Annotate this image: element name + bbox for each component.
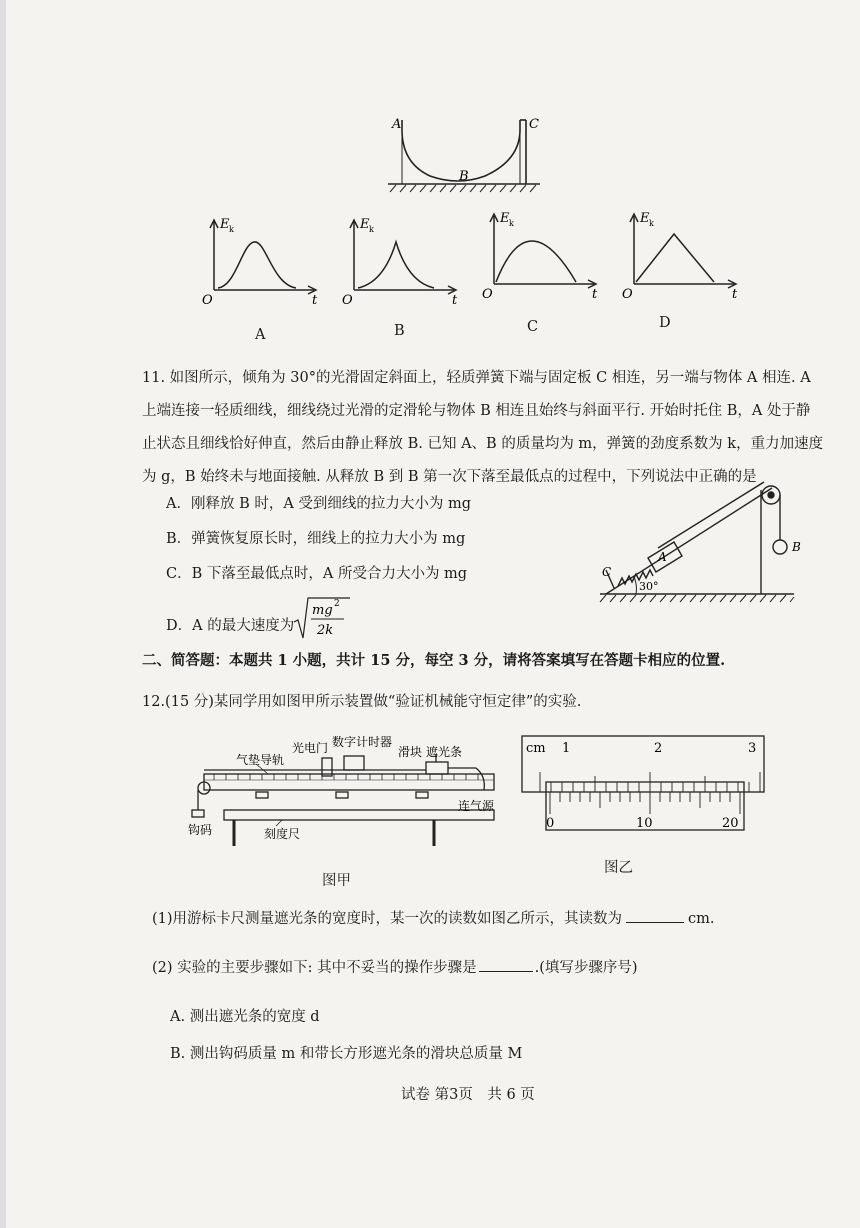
graph-b-xlabel: t [452,293,458,307]
track-label-a: A [392,117,402,132]
graph-c-ylabel: E [500,211,510,226]
q12-sub1-text: (1)用游标卡尺测量遮光条的宽度时，某一次的读数如图乙所示，其读数为 [152,911,623,927]
incline-angle-label: 30° [639,580,659,593]
label-ruler: 刻度尺 [264,827,301,841]
q10-graph-a [196,212,326,307]
label-slider: 滑块 [398,745,423,759]
q10-track-figure [380,108,550,198]
graph-b-ysub: k [369,225,374,234]
label-photogate: 光电门 [292,741,329,755]
fig-yi-caption: 图乙 [604,860,633,876]
q10-graph-b [336,212,466,307]
choice-label-b: B [394,323,405,339]
q11-stem-line: 为 g，B 始终未与地面接触. 从释放 B 到 B 第一次下落至最低点的过程中，下列说法中正确的是 [142,469,757,485]
q12-sub2-text: (2) 实验的主要步骤如下: 其中不妥当的操作步骤是 [152,960,477,976]
track-label-c: C [529,117,539,132]
q12-sub1-answer-blank[interactable] [626,908,684,923]
incline-label-c: C [602,565,612,579]
q11-option-d-formula [292,594,352,642]
q12-step-b: B. 测出钩码质量 m 和带长方形遮光条的滑块总质量 M [170,1046,523,1062]
section-2-heading: 二、简答题：本题共 1 小题，共计 15 分，每空 3 分，请将答案填写在答题卡相应的位置. [142,652,726,669]
q12-sub2-hint: .(填写步骤序号) [534,960,638,976]
label-digital-timer: 数字计时器 [332,735,393,749]
q12-sub1 [152,907,715,928]
graph-b-origin: O [342,293,353,307]
incline-label-b: B [792,540,801,554]
label-air-source: 连气源 [458,799,495,813]
vernier-num-10: 10 [636,816,653,831]
graph-d-ylabel: E [640,211,650,226]
graph-a-ysub: k [229,225,234,234]
graph-d-ysub: k [649,219,654,228]
label-air-track: 气垫导轨 [236,753,285,767]
q10-graph-c [476,206,606,301]
fig-jia-caption: 图甲 [322,873,351,889]
q11-option-d-prefix: D．A 的最大速度为 [166,618,295,634]
choice-label-d: D [659,315,671,331]
graph-a-ylabel: E [220,217,230,232]
vernier-unit-label: cm [526,741,546,756]
label-weight: 钩码 [188,823,213,837]
q11-option-c: C．B 下落至最低点时，A 所受合力大小为 mg [166,566,468,582]
vernier-num-0: 0 [546,816,555,831]
main-scale-num-1: 1 [562,741,571,756]
vernier-num-20: 20 [722,816,739,831]
q11-stem-line: 11. 如图所示，倾角为 30°的光滑固定斜面上，轻质弹簧下端与固定板 C 相连，另一端与物体 A 相连. A [142,370,811,386]
choice-label-a: A [255,327,266,343]
q11-option-b: B．弹簧恢复原长时，细线上的拉力大小为 mg [166,531,466,547]
q12-sub2 [152,956,638,977]
main-scale-num-3: 3 [748,741,757,756]
fig-yi-vernier [520,734,770,834]
choice-label-c: C [527,319,539,335]
formula-numerator: mg [312,603,333,618]
main-scale-num-2: 2 [654,741,663,756]
graph-c-ysub: k [509,219,514,228]
formula-denominator: 2k [317,623,334,638]
track-label-b: B [459,169,469,184]
graph-d-origin: O [622,287,633,301]
q12-sub1-unit: cm. [688,911,715,927]
graph-b-ylabel: E [360,217,370,232]
fig-jia-apparatus [186,734,516,854]
q12-stem: 12.(15 分)某同学用如图甲所示装置做“验证机械能守恒定律”的实验. [142,694,582,710]
q11-stem-line: 止状态且细线恰好伸直，然后由静止释放 B. 已知 A、B 的质量均为 m，弹簧的劲度系数为 k，重力加速度 [142,436,824,452]
graph-c-origin: O [482,287,493,301]
q11-incline-figure [596,460,821,610]
formula-exponent: 2 [334,599,340,609]
q11-option-d [166,614,294,635]
incline-label-a: A [658,550,667,564]
q12-step-a: A. 测出遮光条的宽度 d [170,1009,320,1025]
graph-a-xlabel: t [312,293,318,307]
q11-option-a: A．刚释放 B 时，A 受到细线的拉力大小为 mg [166,496,472,512]
graph-d-xlabel: t [732,287,738,301]
graph-c-xlabel: t [592,287,598,301]
q12-sub2-answer-blank[interactable] [479,957,533,972]
page-footer: 试卷 第3页 共 6 页 [401,1087,535,1103]
q11-stem-line: 上端连接一轻质细线，细线绕过光滑的定滑轮与物体 B 相连且始终与斜面平行. 开始时托住 B，A 处于静 [142,403,811,419]
q10-graph-d [616,206,746,301]
graph-a-origin: O [202,293,213,307]
label-shade-strip: 遮光条 [426,745,463,759]
scan-edge [0,0,6,1228]
